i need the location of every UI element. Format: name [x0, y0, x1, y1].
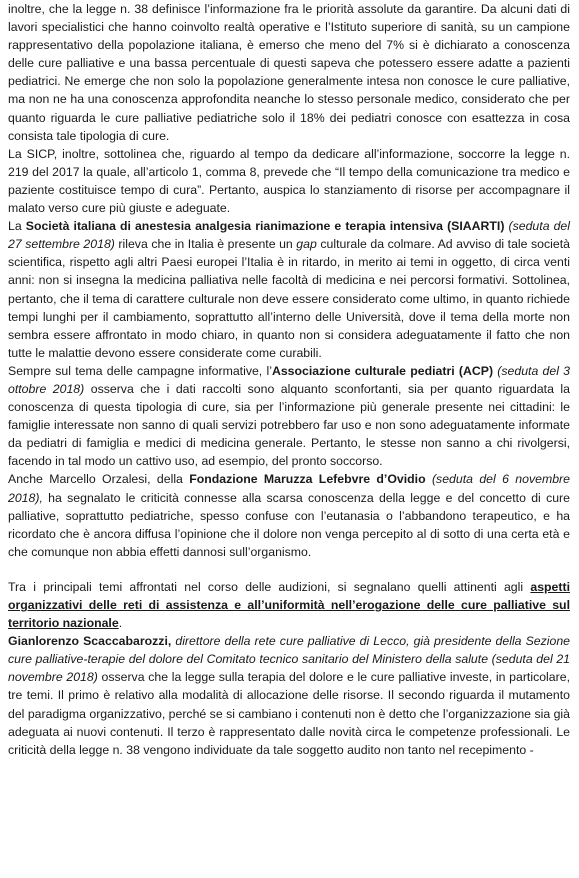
text-run: Società italiana di anestesia analgesia rianimazione e terapia intensiva (SIAARTI)	[25, 219, 505, 234]
text-run: La	[8, 219, 26, 234]
text-run: ha segnalato le criticità connesse alla scarsa conoscenza della legge e del concetto di cure palliative, soprattutto pediatriche, spesso confuse con l’eutanasia o l’abbandono terapeutico, e ha ricordato che è ancora diffusa l’opinione che il dolore non venga percepito al di sotto di una certa età e che comunque non abbia effetti dannosi sull’organismo.	[8, 490, 570, 559]
text-run: direttore della rete cure palliative di Lecco, già presidente della Sezione cure palliative-terapie del dolore del Comitato tecnico sanitario del Ministero della salute (seduta del 21 novembre 2018)	[8, 634, 571, 685]
text-run: culturale da colmare. Ad avviso di tale società scientifica, rispetto agli altri Paesi europei l’Italia è in ritardo, in merito ai temi in oggetto, di circa venti anni: non si insegna la medicina palliativa nelle facoltà di medicina e nei percorsi formativi. Sottolinea, pertanto, che il tema di carattere culturale non deve essere considerato come ultimo, in quanto richiede tempi lunghi per il cambiamento, soprattutto all’interno delle Università, dove il tema della morte non sembra essere affrontato in modo chiaro, in quanto non si considera adeguatamente il fatto che non tutte le malattie devono essere considerate come curabili.	[8, 237, 570, 360]
paragraph-p3	[8, 217, 570, 362]
text-run: gap	[296, 237, 317, 252]
text-run: Sempre sul tema delle campagne informative, l’	[8, 363, 272, 378]
text-run: osserva che i dati raccolti sono alquanto sconfortanti, sia per quanto riguardata la conoscenza di questa tipologia di cure, sia per l’informazione più generale presente nei cittadini: le famiglie interessate non sanno di quali servizi potrebbero far uso e non sono adeguatamente informate da pediatri di famiglia e medici di medicina generale. Pertanto, le stesse non sanno a chi rivolgersi, facendo in tal modo un cattivo uso, ad esempio, del pronto soccorso.	[8, 381, 570, 469]
paragraph-p2	[8, 145, 570, 217]
text-run: osserva che la legge sulla terapia del dolore e le cure palliative investe, in particolare, tre temi. Il primo è relativo alla modalità di allocazione delle risorse. Il secondo riguarda il mutamento del paradigma organizzativo, perché se si cambiano i contenuti non è detto che l’organizzazione sia già adeguata ai nuovi contenuti. Il terzo è rappresentato dalle novità circa le competenze professionali. Le criticità della legge n. 38 vengono individuate da tale soggetto audito non tanto nel recepimento -	[8, 670, 570, 757]
text-run: Tra i principali temi affrontati nel corso delle audizioni, si segnalano quelli attinenti agli	[8, 579, 531, 594]
text-run: Anche Marcello Orzalesi, della	[8, 472, 190, 487]
paragraph-p5	[8, 470, 570, 560]
text-run: inoltre, che la legge n. 38 definisce l’informazione fra le priorità assolute da garantire. Da alcuni dati di lavori specialistici che hanno coinvolto realtà operative e l’Istituto superiore di sanità, su un campione rappresentativo della popolazione italiana, è emerso che meno del 7% si è dichiarato a conoscenza delle cure palliative e una bassa percentuale di questi sapeva che potessero essere adatte a pazienti pediatrici. Ne emerge che non solo la popolazione generalmente intesa non conosce le cure palliative, ma non ne ha una conoscenza approfondita neanche lo stesso personale medico, considerato che per quanto riguarda le cure palliative pediatriche solo il 18% dei pediatri conosce con esattezza in cosa consista tale tipologia di cure.	[8, 2, 570, 143]
text-run: (seduta del 6 novembre 2018),	[8, 472, 570, 505]
paragraph-p6	[8, 578, 570, 632]
text-run: Fondazione Maruzza Lefebvre d’Ovidio	[189, 472, 426, 487]
text-run: La SICP, inoltre, sottolinea che, riguardo al tempo da dedicare all’informazione, soccorre la legge n. 219 del 2017 la quale, all’articolo 1, comma 8, prevede che “Il tempo della comunicazione tra medico e paziente costituisce tempo di cura”. Pertanto, auspica lo stanziamento di risorse per accompagnare il malato verso cure più giuste e adeguate.	[8, 146, 570, 216]
text-run: (seduta del 3 ottobre 2018)	[8, 363, 571, 396]
text-run: (seduta del 27 settembre 2018)	[8, 219, 570, 252]
text-run: rileva che in Italia è presente un	[114, 237, 297, 252]
paragraph-p4	[8, 362, 570, 471]
paragraph-spacer	[8, 561, 570, 578]
text-run: .	[118, 616, 123, 631]
paragraph-p1	[8, 0, 570, 145]
paragraph-p7	[8, 632, 570, 759]
text-run: aspetti organizzativi delle reti di assistenza e all’uniformità nell’erogazione delle cure palliative sul territorio nazionale	[8, 579, 570, 631]
text-run: Associazione culturale pediatri (ACP)	[271, 363, 494, 378]
text-run: Gianlorenzo Scaccabarozzi,	[8, 634, 172, 649]
